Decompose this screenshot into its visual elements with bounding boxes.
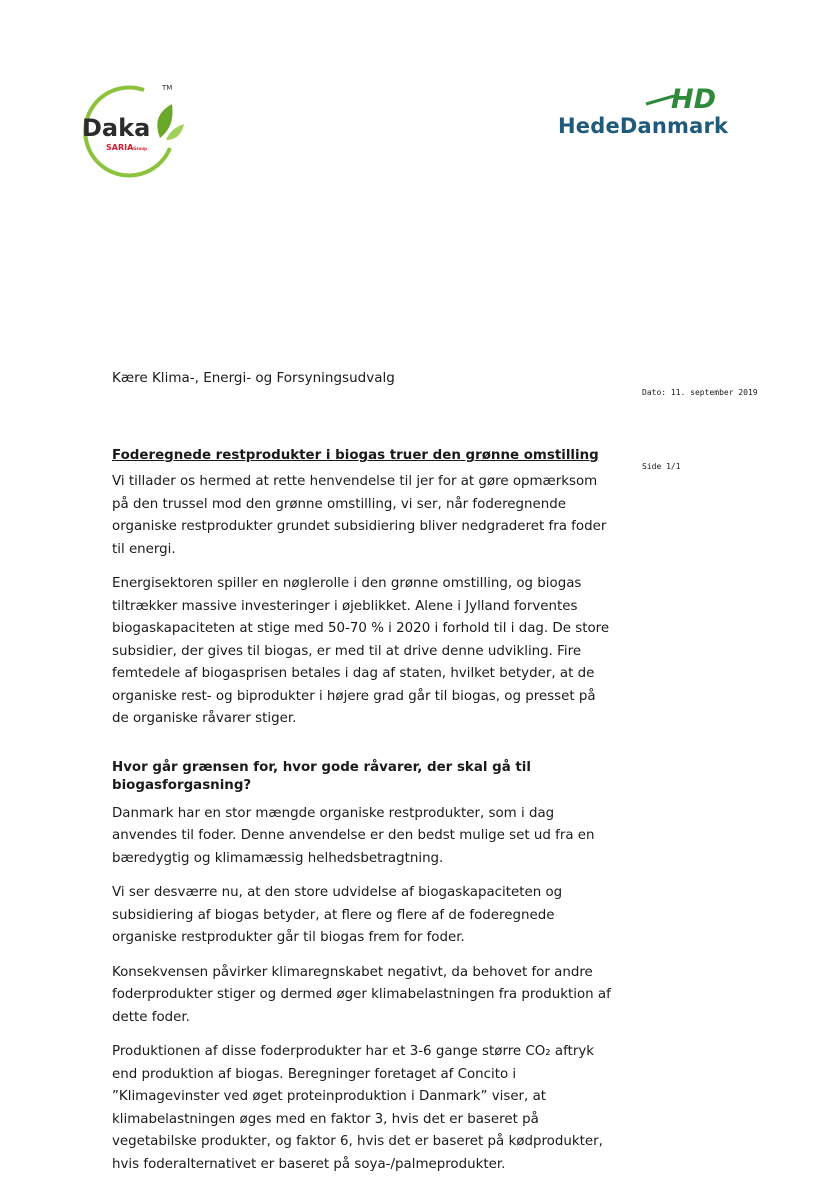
paragraph: Vi ser desværre nu, at den store udvidelse af biogaskapaciteten og subsidiering af biogas betyder, at flere og flere af de foderegnede organiske restprodukter går til biogas frem for foder. <box>112 885 563 945</box>
paragraph: Vi tillader os hermed at rette henvendelse til jer for at gøre opmærksom på den trussel mod den grønne omstilling, vi ser, når foderegnende organiske restprodukter grundet subsidiering bliver nedgraderet fra foder til energi. <box>112 474 607 557</box>
page-number: Side 1/1 <box>642 462 681 471</box>
svg-text:HD: HD <box>671 84 717 114</box>
salutation: Kære Klima-, Energi- og Forsyningsudvalg <box>112 370 395 386</box>
hededanmark-logo <box>556 84 756 144</box>
paragraph: Produktionen af disse foderprodukter har et 3-6 gange større CO₂ aftryk end produktion af biogas. Beregninger foretaget af Concito i ”Klimagevinster ved øget proteinproduktion i Danmark” viser, at klimabelastningen øges med en faktor 3, hvis det er baseret på vegetabilske produkter, og faktor 6, hvis det er baseret på kødprodukter, hvis foderalternativet er baseret på soya-/palmeprodukter. <box>112 1044 603 1172</box>
section-heading: Hvor går grænsen for, hvor gode råvarer, der skal gå til biogasforgasning? <box>112 759 531 793</box>
hededanmark-wordmark: HedeDanmark <box>558 114 729 138</box>
paragraph: Konsekvensen påvirker klimaregnskabet negativt, da behovet for andre foderprodukter stiger og dermed øger klimabelastningen fra produktion af dette foder. <box>112 964 611 1025</box>
letter-date: Dato: 11. september 2019 <box>642 388 758 397</box>
paragraph: Energisektoren spiller en nøglerolle i den grønne omstilling, og biogas tiltrækker massive investeringer i øjeblikket. Alene i Jylland forventes biogaskapaciteten at stige med 50-70 % i 2020 i forhold til i dag. De store subsidier, der gives til biogas, er med til at drive denne udvikling. Fire femtedele af biogasprisen betales i dag af staten, hvilket betyder, at de organiske rest- og biprodukter i højere grad går til biogas, og presset på de organiske råvarer stiger. <box>112 576 610 726</box>
daka-logo <box>74 78 190 178</box>
svg-text:TM: TM <box>162 84 173 92</box>
letter-body <box>112 447 612 1188</box>
svg-text:SARIAGroup: SARIAGroup <box>106 143 147 152</box>
daka-logo-mark <box>74 78 190 178</box>
svg-text:Daka: Daka <box>82 114 151 142</box>
paragraph: Danmark har en stor mængde organiske restprodukter, som i dag anvendes til foder. Denne anvendelse er den bedst mulige set ud fra en bæredygtig og klimamæssig helhedsbetragtning. <box>112 805 595 866</box>
letter-title: Foderegnede restprodukter i biogas truer den grønne omstilling <box>112 448 599 463</box>
hd-mark <box>556 84 756 114</box>
